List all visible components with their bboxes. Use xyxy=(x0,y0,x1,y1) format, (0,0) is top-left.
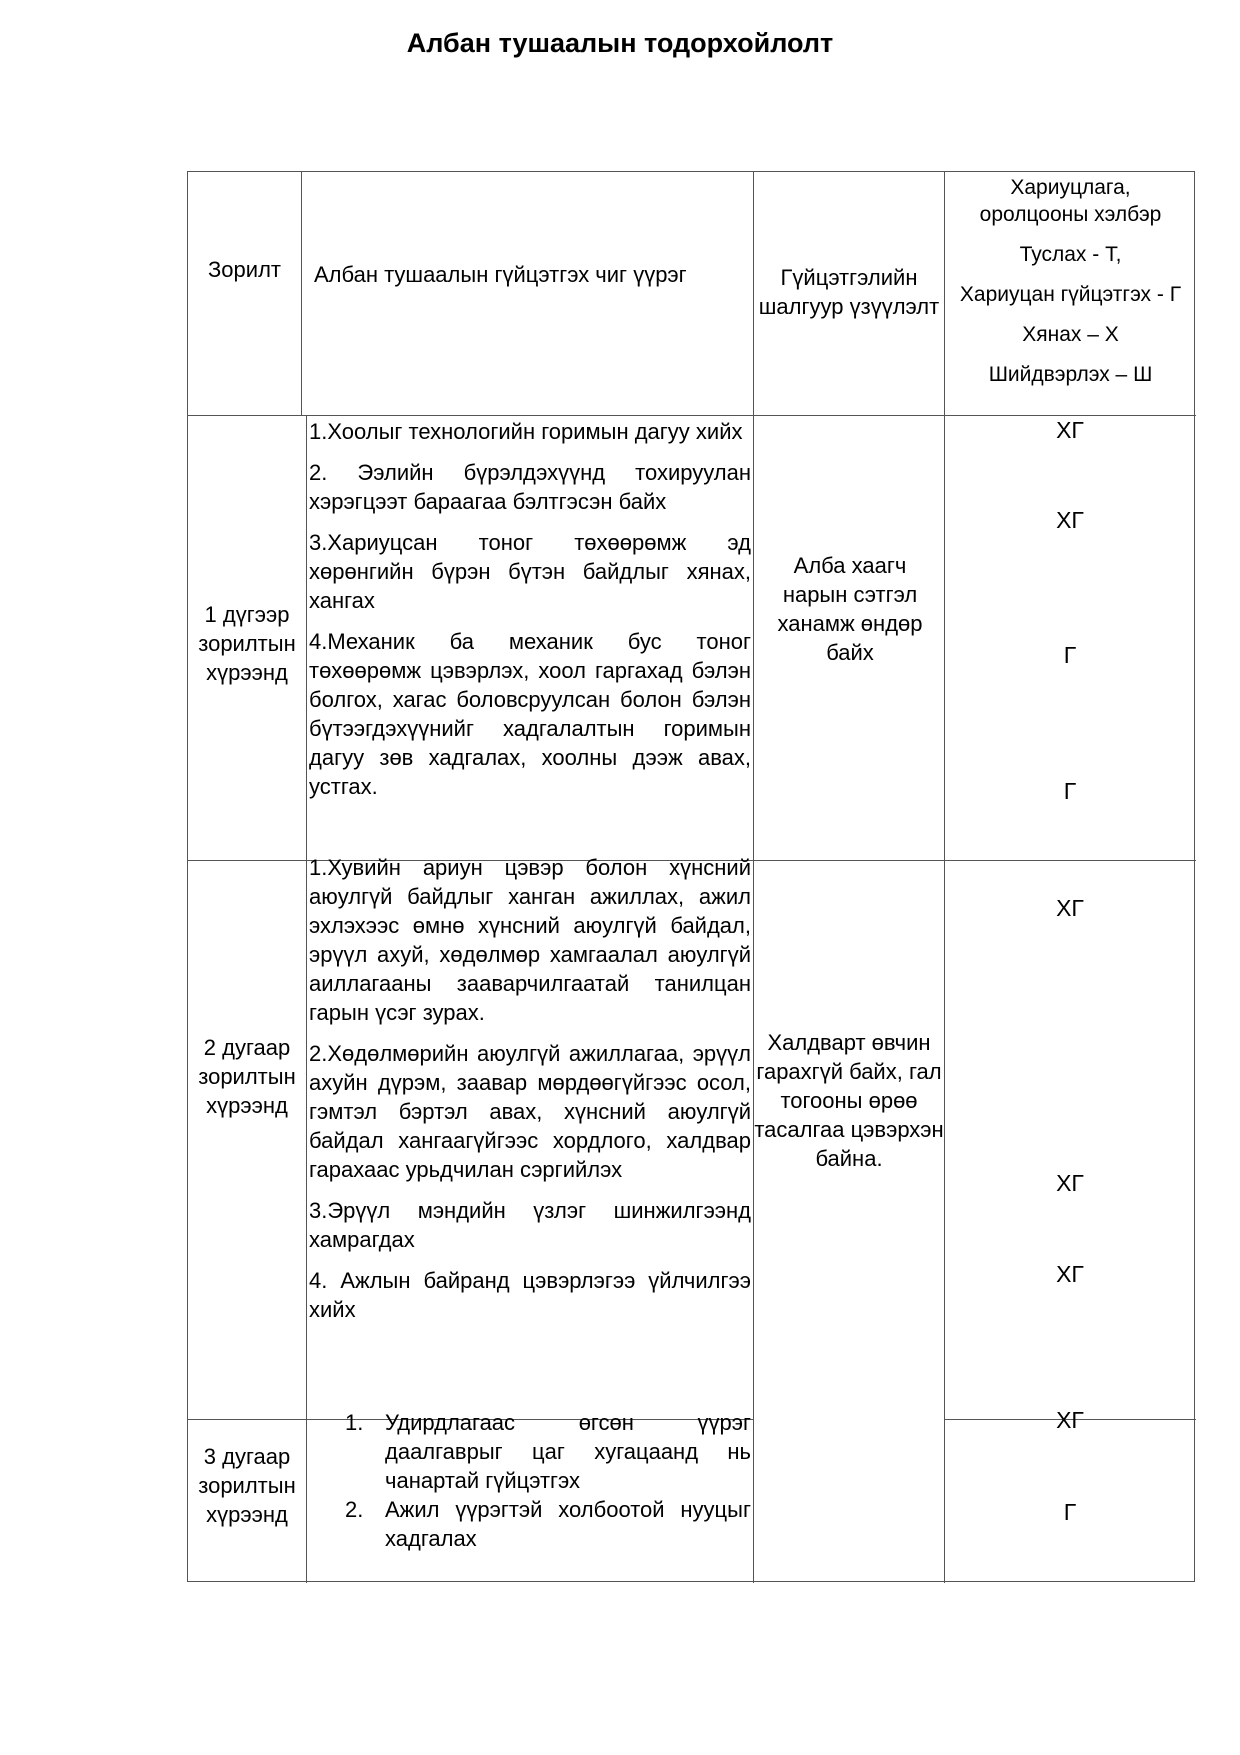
header-duties: Албан тушаалын гүйцэтгэх чиг үүрэг xyxy=(314,262,687,287)
row2-tasks xyxy=(309,853,751,1336)
list-item-number: 1. xyxy=(345,1410,364,1435)
task-item: 3.Хариуцсан тоног төхөөрөмж эд хөрөнгийн бүрэн бүтэн байдлыг хянах, хангах xyxy=(309,530,751,613)
row3-task-list xyxy=(309,1408,751,1553)
row2-mark: ХГ xyxy=(1056,895,1084,921)
row1-mark: Г xyxy=(1063,642,1077,668)
row1-goal: 1 дүгээр зорилтын хүрээнд xyxy=(198,602,296,685)
row1-mark: ХГ xyxy=(1056,417,1084,443)
header-responsibility-line: Хянах – Х xyxy=(1022,323,1119,346)
row2-mark: ХГ xyxy=(1056,1170,1084,1196)
header-responsibility-line: Туслах - Т, xyxy=(1019,243,1122,266)
task-item: 4.Механик ба механик бус тоног төхөөрөмж цэвэрлэх, хоол гаргахад бэлэн болгох, хагас боловсруулсан болон бэлэн бүтээгдэхүүнийг хадгалалтын горимын дагуу зөв хадгалах, хоолны дээж авах, устгах. xyxy=(309,629,751,799)
list-item xyxy=(309,1408,751,1495)
row1-criteria: Алба хаагч нарын сэтгэл ханамж өндөр байх xyxy=(777,553,923,665)
header-goal: Зорилт xyxy=(208,257,281,282)
header-responsibility-line: Шийдвэрлэх – Ш xyxy=(988,363,1153,386)
list-item-text: Удирдлагаас өгсөн үүрэг даалгаврыг цаг хугацаанд нь чанартай гүйцэтгэх xyxy=(385,1410,751,1493)
task-item: 3.Эрүүл мэндийн үзлэг шинжилгээнд хамрагдах xyxy=(309,1198,751,1252)
list-item-number: 2. xyxy=(345,1497,364,1522)
task-item: 2.Хөдөлмөрийн аюулгүй ажиллагаа, эрүүл ахуйн дүрэм, заавар мөрдөөгүйгээс осол, гэмтэл бэртэл авах, хүнсний аюулгүй байдал хангаагүйгээс хордлого, халдвар гарахаас урьдчилан сэргийлэх xyxy=(309,1041,751,1182)
header-criteria: Гүйцэтгэлийн шалгуур үзүүлэлт xyxy=(758,265,940,319)
header-responsibility-title: Хариуцлага, оролцооны хэлбэр xyxy=(979,176,1162,226)
header-responsibility xyxy=(945,174,1196,388)
row1-mark: ХГ xyxy=(1056,507,1084,533)
page-title: Албан тушаалын тодорхойлолт xyxy=(406,28,834,58)
job-description-table xyxy=(187,171,1195,1582)
row3-goal: 3 дугаар зорилтын хүрээнд xyxy=(198,1444,296,1527)
col-divider-2 xyxy=(753,172,754,1583)
task-item: 1.Хувийн ариун цэвэр болон хүнсний аюулгүй байдлыг ханган ажиллах, ажил эхлэхээс өмнө хүнсний аюулгүй байдал, эрүүл ахуй, хөдөлмөр хамгаалал аюулгүй аиллагааны зааварчилгаатай танилцан гарын үсэг зурах. xyxy=(309,855,751,1025)
row3-tasks xyxy=(309,1408,751,1553)
row2-criteria: Халдварт өвчин гарахгүй байх, гал тогооны өрөө тасалгаа цэвэрхэн байна. xyxy=(754,1030,944,1171)
col-divider-1 xyxy=(301,172,302,415)
list-item xyxy=(309,1495,751,1553)
row2-mark: ХГ xyxy=(1056,1261,1084,1287)
row3-mark: ХГ xyxy=(1056,1407,1084,1433)
task-item: 4. Ажлын байранд цэвэрлэгээ үйлчилгээ хийх xyxy=(309,1268,751,1322)
header-responsibility-line: Хариуцан гүйцэтгэх - Г xyxy=(959,283,1182,306)
row1-mark: Г xyxy=(1063,778,1077,804)
row3-mark: Г xyxy=(1063,1499,1077,1525)
list-item-text: Ажил үүрэгтэй холбоотой нууцыг хадгалах xyxy=(385,1497,751,1551)
row-divider-1 xyxy=(188,415,1196,416)
row2-goal: 2 дугаар зорилтын хүрээнд xyxy=(198,1035,296,1118)
task-item: 1.Хоолыг технологийн горимын дагуу хийх xyxy=(309,419,743,444)
col-divider-1b xyxy=(306,415,307,1583)
row1-tasks xyxy=(309,417,751,813)
task-item: 2. Ээлийн бүрэлдэхүүнд тохируулан хэрэгцээт бараагаа бэлтгэсэн байх xyxy=(309,460,751,514)
